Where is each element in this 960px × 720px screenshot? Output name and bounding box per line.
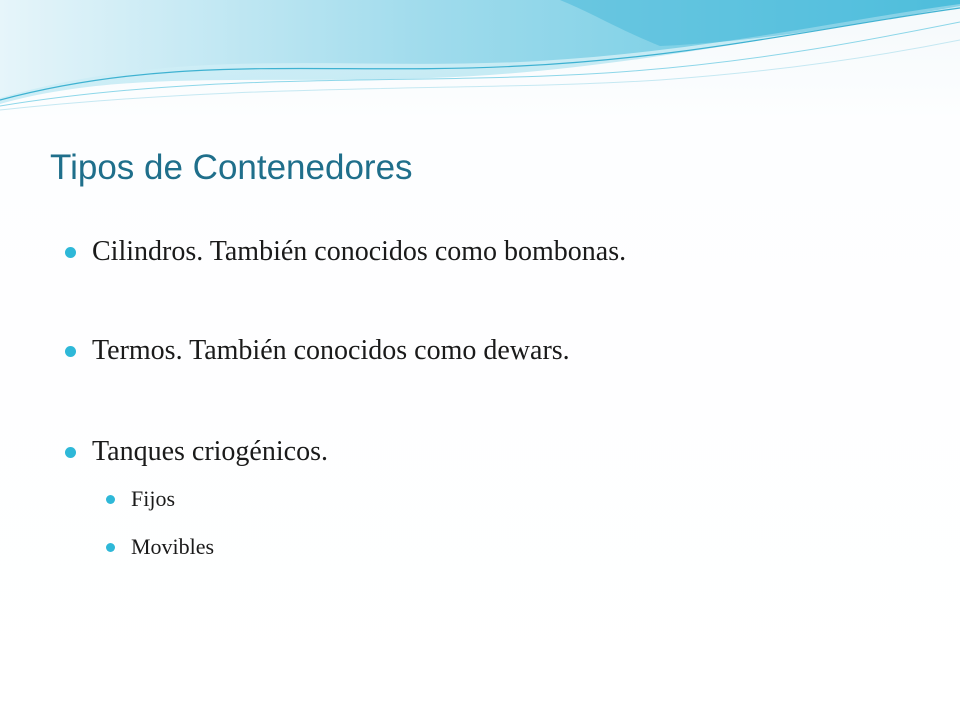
bullet-item-tanques (92, 434, 328, 470)
slide-title: Tipos de Contenedores (50, 148, 413, 187)
bullet-marker-icon (65, 447, 76, 458)
bullet-item-cilindros (92, 234, 626, 270)
bullet-text: Tanques criogénicos. (92, 436, 328, 467)
bullet-item-termos (92, 333, 570, 369)
sub-bullet-text: Movibles (131, 534, 215, 559)
sub-bullet-marker-icon (106, 543, 115, 552)
bullet-text: Termos. También conocidos como dewars. (92, 335, 570, 366)
sub-bullet-text: Fijos (131, 486, 176, 511)
sub-bullet-item-fijos (131, 484, 175, 514)
bullet-marker-icon (65, 247, 76, 258)
bullet-text: Cilindros. También conocidos como bombonas. (92, 236, 627, 267)
sub-bullet-item-movibles (131, 532, 214, 562)
sub-bullet-marker-icon (106, 495, 115, 504)
bullet-marker-icon (65, 346, 76, 357)
